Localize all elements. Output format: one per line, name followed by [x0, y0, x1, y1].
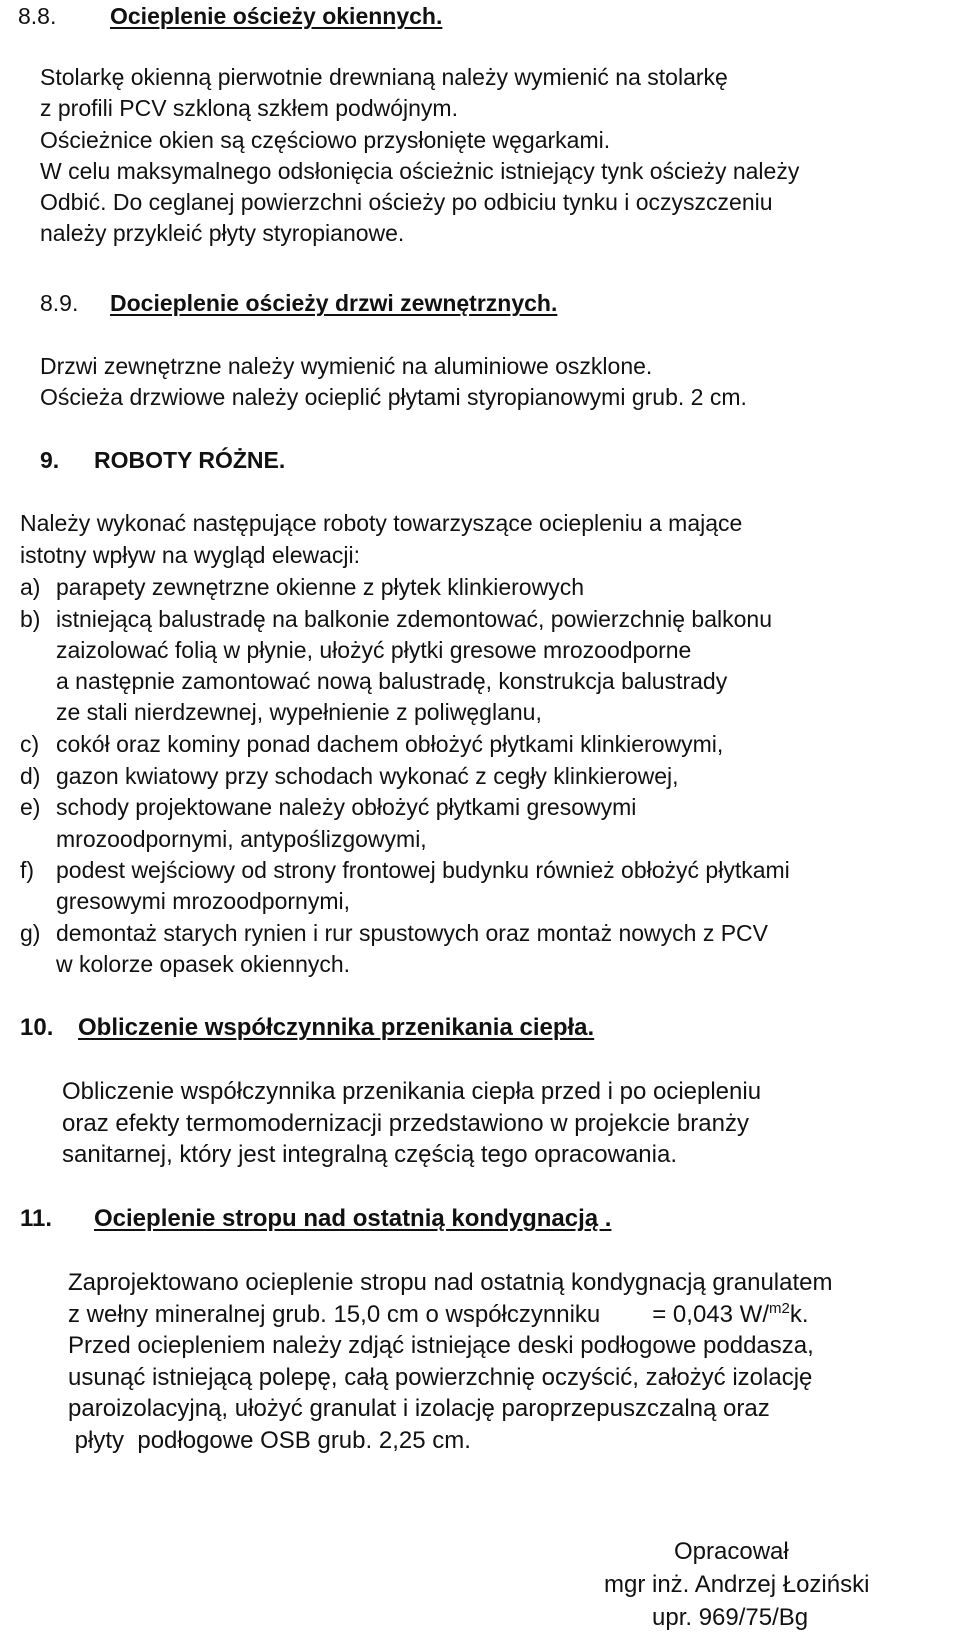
- section-title: Obliczenie współczynnika przenikania ciepła.: [78, 1014, 595, 1041]
- list-item-text: a następnie zamontować nową balustradę, konstrukcja balustrady: [56, 668, 728, 694]
- paragraph-line: z profili PCV szkloną szkłem podwójnym.: [40, 95, 458, 121]
- list-item-label: c): [20, 731, 40, 757]
- paragraph-line: należy przykleić płyty styropianowe.: [40, 220, 405, 246]
- text-segment: z wełny mineralnej grub. 15,0 cm o współczynniku: [68, 1301, 601, 1328]
- list-item-text: w kolorze opasek okiennych.: [56, 951, 351, 977]
- signature-name: mgr inż. Andrzej Łoziński: [604, 1571, 870, 1598]
- section-number: 8.9.: [40, 290, 79, 316]
- section-number: 8.8.: [18, 3, 57, 29]
- paragraph-line: Ościeżnice okien są częściowo przysłonięte węgarkami.: [40, 127, 611, 153]
- list-item-text: mrozoodpornymi, antypoślizgowymi,: [56, 826, 427, 852]
- paragraph-line: paroizolacyjną, ułożyć granulat i izolację paroprzepuszczalną oraz: [68, 1395, 770, 1422]
- list-item-text: schody projektowane należy obłożyć płytkami gresowymi: [56, 794, 637, 820]
- list-item-text: zaizolować folią w płynie, ułożyć płytki gresowe mrozoodporne: [56, 637, 692, 663]
- list-item-text: cokół oraz kominy ponad dachem obłożyć płytkami klinkierowymi,: [56, 731, 724, 757]
- paragraph-line: Ościeża drzwiowe należy ocieplić płytami styropianowymi grub. 2 cm.: [40, 384, 747, 410]
- paragraph-line: istotny wpływ na wygląd elewacji:: [20, 542, 361, 568]
- list-item-text: podest wejściowy od strony frontowej budynku również obłożyć płytkami: [56, 857, 790, 883]
- list-item-text: parapety zewnętrzne okienne z płytek klinkierowych: [56, 574, 584, 600]
- list-item-label: f): [20, 857, 35, 883]
- list-item-text: gresowymi mrozoodpornymi,: [56, 888, 350, 914]
- text-segment: k.: [789, 1301, 809, 1328]
- paragraph-line: usunąć istniejącą polepę, całą powierzchnię oczyścić, założyć izolację: [68, 1364, 813, 1391]
- paragraph-line: sanitarnej, który jest integralną częścią tego opracowania.: [62, 1141, 677, 1168]
- list-item-text: gazon kwiatowy przy schodach wykonać z cegły klinkierowej,: [56, 763, 679, 789]
- list-item-text: istniejącą balustradę na balkonie zdemontować, powierzchnię balkonu: [56, 606, 772, 632]
- list-item-label: d): [20, 763, 41, 789]
- paragraph-line: płyty podłogowe OSB grub. 2,25 cm.: [68, 1427, 471, 1454]
- paragraph-line: Należy wykonać następujące roboty towarzyszące ociepleniu a mające: [20, 510, 743, 536]
- list-item-label: a): [20, 574, 41, 600]
- signature-label: Opracował: [674, 1538, 789, 1565]
- paragraph-line: Przed ociepleniem należy zdjąć istniejące deski podłogowe poddasza,: [68, 1332, 814, 1359]
- text-segment: = 0,043 W/: [652, 1301, 769, 1328]
- section-number: 9.: [40, 447, 60, 473]
- paragraph-line: Odbić. Do ceglanej powierzchni ościeży po odbiciu tynku i oczyszczeniu: [40, 189, 773, 215]
- section-title: ROBOTY RÓŻNE.: [94, 447, 286, 473]
- list-item-label: b): [20, 606, 41, 632]
- list-item-text: demontaż starych rynien i rur spustowych oraz montaż nowych z PCV: [56, 920, 769, 946]
- paragraph-line: oraz efekty termomodernizacji przedstawiono w projekcie branży: [62, 1110, 749, 1137]
- section-number: 11.: [20, 1205, 53, 1232]
- paragraph-line: Zaprojektowano ocieplenie stropu nad ostatnią kondygnacją granulatem: [68, 1269, 833, 1296]
- paragraph-line: Stolarkę okienną pierwotnie drewnianą należy wymienić na stolarkę: [40, 64, 728, 90]
- section-title: Ocieplenie ościeży okiennych.: [110, 3, 443, 29]
- signature-license: upr. 969/75/Bg: [652, 1604, 809, 1631]
- list-item-label: e): [20, 794, 41, 820]
- paragraph-line: [68, 1300, 809, 1330]
- paragraph-line: Obliczenie współczynnika przenikania ciepła przed i po ociepleniu: [62, 1078, 762, 1105]
- list-item-text: ze stali nierdzewnej, wypełnienie z poliwęglanu,: [56, 699, 542, 725]
- paragraph-line: Drzwi zewnętrzne należy wymienić na aluminiowe oszklone.: [40, 353, 653, 379]
- section-title: Ocieplenie stropu nad ostatnią kondygnacją .: [94, 1205, 612, 1232]
- list-item-label: g): [20, 920, 41, 946]
- section-number: 10.: [20, 1014, 54, 1041]
- unit-superscript: m2: [768, 1300, 790, 1317]
- section-title: Docieplenie ościeży drzwi zewnętrznych.: [110, 290, 558, 316]
- paragraph-line: W celu maksymalnego odsłonięcia ościeżnic istniejący tynk ościeży należy: [40, 158, 800, 184]
